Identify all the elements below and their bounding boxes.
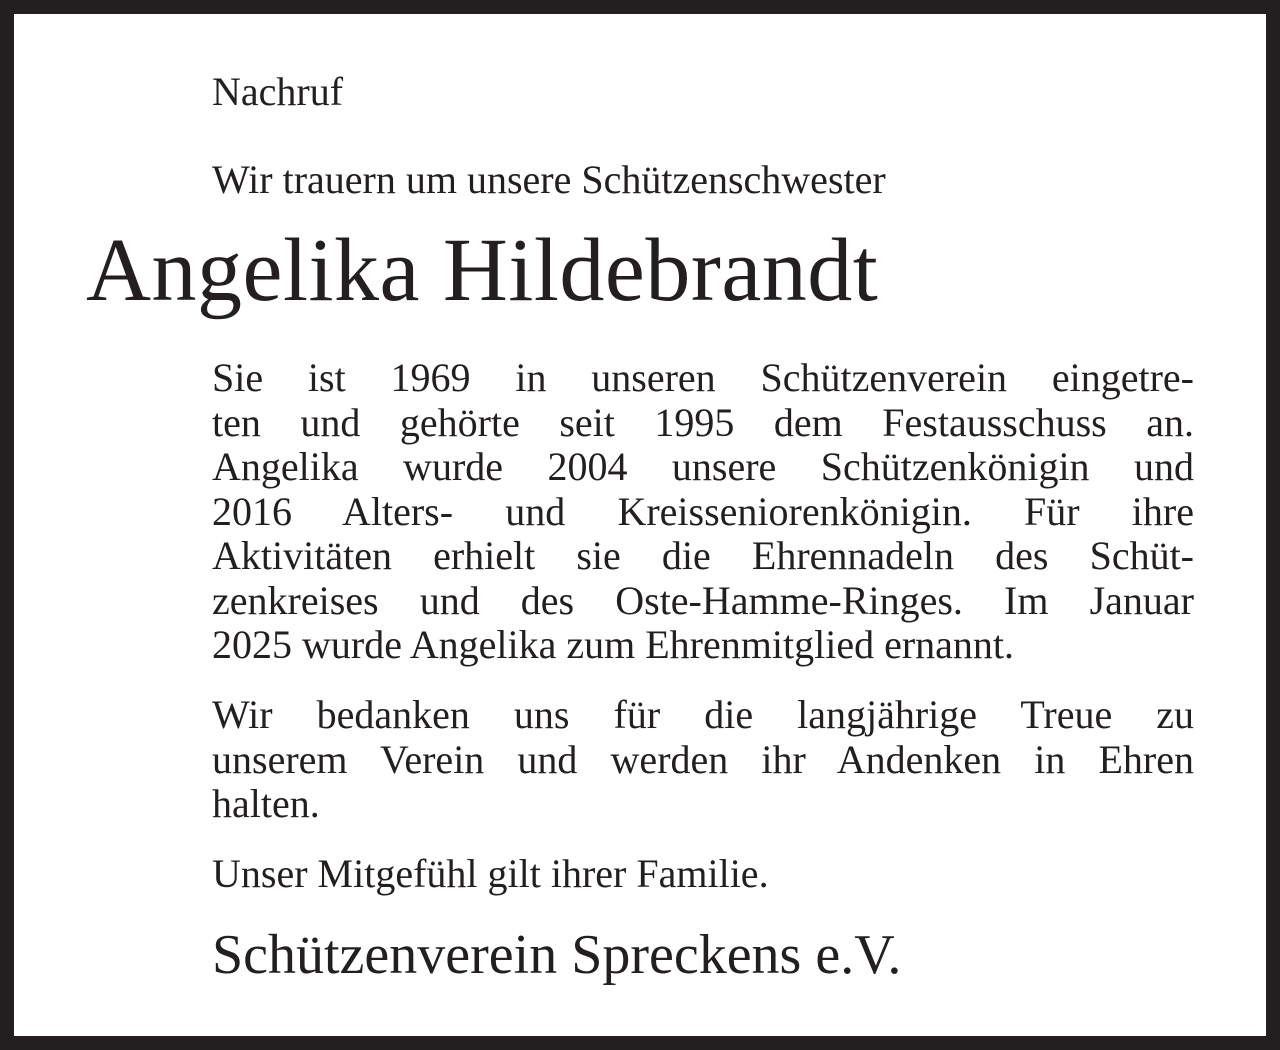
condolence-line: Unser Mitgefühl gilt ihrer Familie. [212, 851, 769, 896]
deceased-name: Angelika Hildebrandt [86, 221, 879, 320]
notice-heading: Nachruf [212, 69, 344, 114]
gratitude-line: halten. [212, 781, 320, 826]
biography-line: zenkreises und des Oste-Hamme-Ringes. Im Januar [212, 577, 1194, 623]
gratitude-line: unserem Verein und werden ihr Andenken in Ehren [212, 736, 1194, 782]
gratitude-line: Wir bedanken uns für die langjährige Treue zu [212, 692, 1194, 737]
signature-club-name: Schützenverein Spreckens e.V. [212, 924, 902, 986]
biography-line: Sie ist 1969 in unseren Schützenverein eingetre- [212, 355, 1194, 400]
biography-line: 2016 Alters- und Kreisseniorenkönigin. Für ihre [212, 488, 1194, 534]
biography-line: ten und gehörte seit 1995 dem Festausschuss an. [212, 399, 1194, 445]
intro-line: Wir trauern um unsere Schützenschwester [212, 157, 886, 202]
gratitude-paragraph [212, 693, 1194, 827]
biography-line: 2025 wurde Angelika zum Ehrenmitglied ernannt. [212, 622, 1015, 667]
biography-line: Aktivitäten erhielt sie die Ehrennadeln des Schüt- [212, 533, 1194, 578]
biography-line: Angelika wurde 2004 unsere Schützenkönigin und [212, 444, 1194, 489]
biography-paragraph [212, 356, 1194, 668]
